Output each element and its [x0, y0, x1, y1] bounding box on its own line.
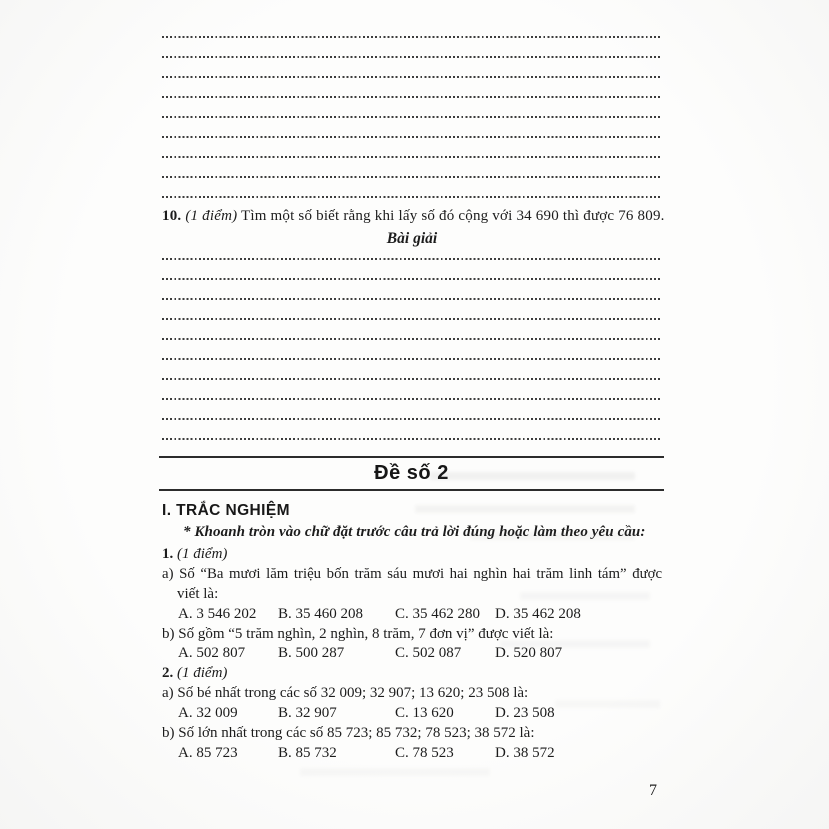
option-c: C. 35 462 280 [395, 605, 481, 622]
question-2a-text-content: Số bé nhất trong các số 32 009; 32 907; 13 620; 23 508 là: [177, 685, 529, 702]
answer-dotted-line [162, 338, 662, 340]
answer-dotted-line [162, 116, 662, 118]
question-10-points: (1 điểm) [185, 208, 238, 224]
answer-dotted-line [162, 418, 662, 420]
answer-lines-top [162, 36, 662, 198]
option-b: B. 32 907 [278, 705, 337, 722]
solution-label: Bài giải [386, 230, 438, 247]
question-10 [162, 208, 665, 225]
question-2-header [162, 664, 662, 684]
bleed-through-artifact [430, 472, 635, 480]
option-c: C. 502 087 [395, 645, 462, 662]
option-a: A. 85 723 [178, 744, 238, 761]
question-1a-options [162, 605, 662, 625]
option-c: C. 78 523 [395, 744, 454, 761]
question-10-text: Tìm một số biết rằng khi lấy số đó cộng với 34 690 thì được 76 809. [241, 208, 665, 224]
question-2b-options [162, 744, 662, 764]
answer-lines-middle [162, 258, 662, 440]
option-a: A. 32 009 [178, 705, 238, 722]
answer-dotted-line [162, 156, 662, 158]
test-title: Đề số 2 [374, 462, 449, 484]
section-instruction: * Khoanh tròn vào chữ đặt trước câu trả lời đúng hoặc làm theo yêu cầu: [183, 524, 646, 540]
section-heading: I. TRẮC NGHIỆM [162, 502, 290, 519]
answer-dotted-line [162, 76, 662, 78]
bleed-through-artifact [520, 592, 650, 600]
question-2b-text-content: Số lớn nhất trong các số 85 723; 85 732; 78 523; 38 572 là: [178, 725, 535, 742]
question-2b-text [162, 724, 662, 744]
question-1a-text-line2: viết là: [177, 585, 219, 602]
answer-dotted-line [162, 36, 662, 38]
question-1b-label: b) [162, 625, 175, 642]
option-d: D. 520 807 [495, 645, 563, 662]
answer-dotted-line [162, 378, 662, 380]
option-a: A. 502 807 [178, 645, 246, 662]
option-a: A. 3 546 202 [178, 605, 257, 622]
question-1a-text-line1 [162, 565, 662, 585]
option-b: B. 85 732 [278, 744, 337, 761]
answer-dotted-line [162, 438, 662, 440]
answer-dotted-line [162, 298, 662, 300]
question-1-number: 1. [162, 546, 174, 562]
answer-dotted-line [162, 196, 662, 198]
question-10-number: 10. [162, 208, 182, 224]
answer-dotted-line [162, 278, 662, 280]
question-1b-text-content: Số gồm “5 trăm nghìn, 2 nghìn, 8 trăm, 7 đơn vị” được viết là: [178, 625, 554, 642]
bleed-through-artifact [300, 768, 490, 776]
answer-dotted-line [162, 318, 662, 320]
question-2-number: 2. [162, 665, 174, 682]
page-number: 7 [649, 782, 657, 799]
bleed-through-artifact [555, 700, 660, 708]
answer-dotted-line [162, 56, 662, 58]
option-d: D. 38 572 [495, 744, 555, 761]
question-2a-label: a) [162, 685, 174, 702]
option-d: D. 23 508 [495, 705, 555, 722]
answer-dotted-line [162, 136, 662, 138]
answer-dotted-line [162, 258, 662, 260]
question-1a-label: a) [162, 565, 174, 582]
bleed-through-artifact [500, 640, 650, 648]
option-b: B. 35 460 208 [278, 605, 364, 622]
question-1-points: (1 điểm) [177, 546, 228, 562]
multiple-choice-block [162, 545, 662, 764]
answer-dotted-line [162, 96, 662, 98]
bleed-through-artifact [470, 532, 635, 540]
question-1a-text: Số “Ba mươi lăm triệu bốn trăm sáu mươi hai nghìn hai trăm linh tám” được [179, 565, 663, 582]
question-1-header [162, 545, 662, 565]
bleed-through-artifact [415, 505, 635, 513]
option-c: C. 13 620 [395, 705, 454, 722]
option-d: D. 35 462 208 [495, 605, 581, 622]
answer-dotted-line [162, 358, 662, 360]
question-2b-label: b) [162, 725, 175, 742]
question-2-points: (1 điểm) [177, 665, 228, 682]
option-b: B. 500 287 [278, 645, 345, 662]
answer-dotted-line [162, 398, 662, 400]
answer-dotted-line [162, 176, 662, 178]
